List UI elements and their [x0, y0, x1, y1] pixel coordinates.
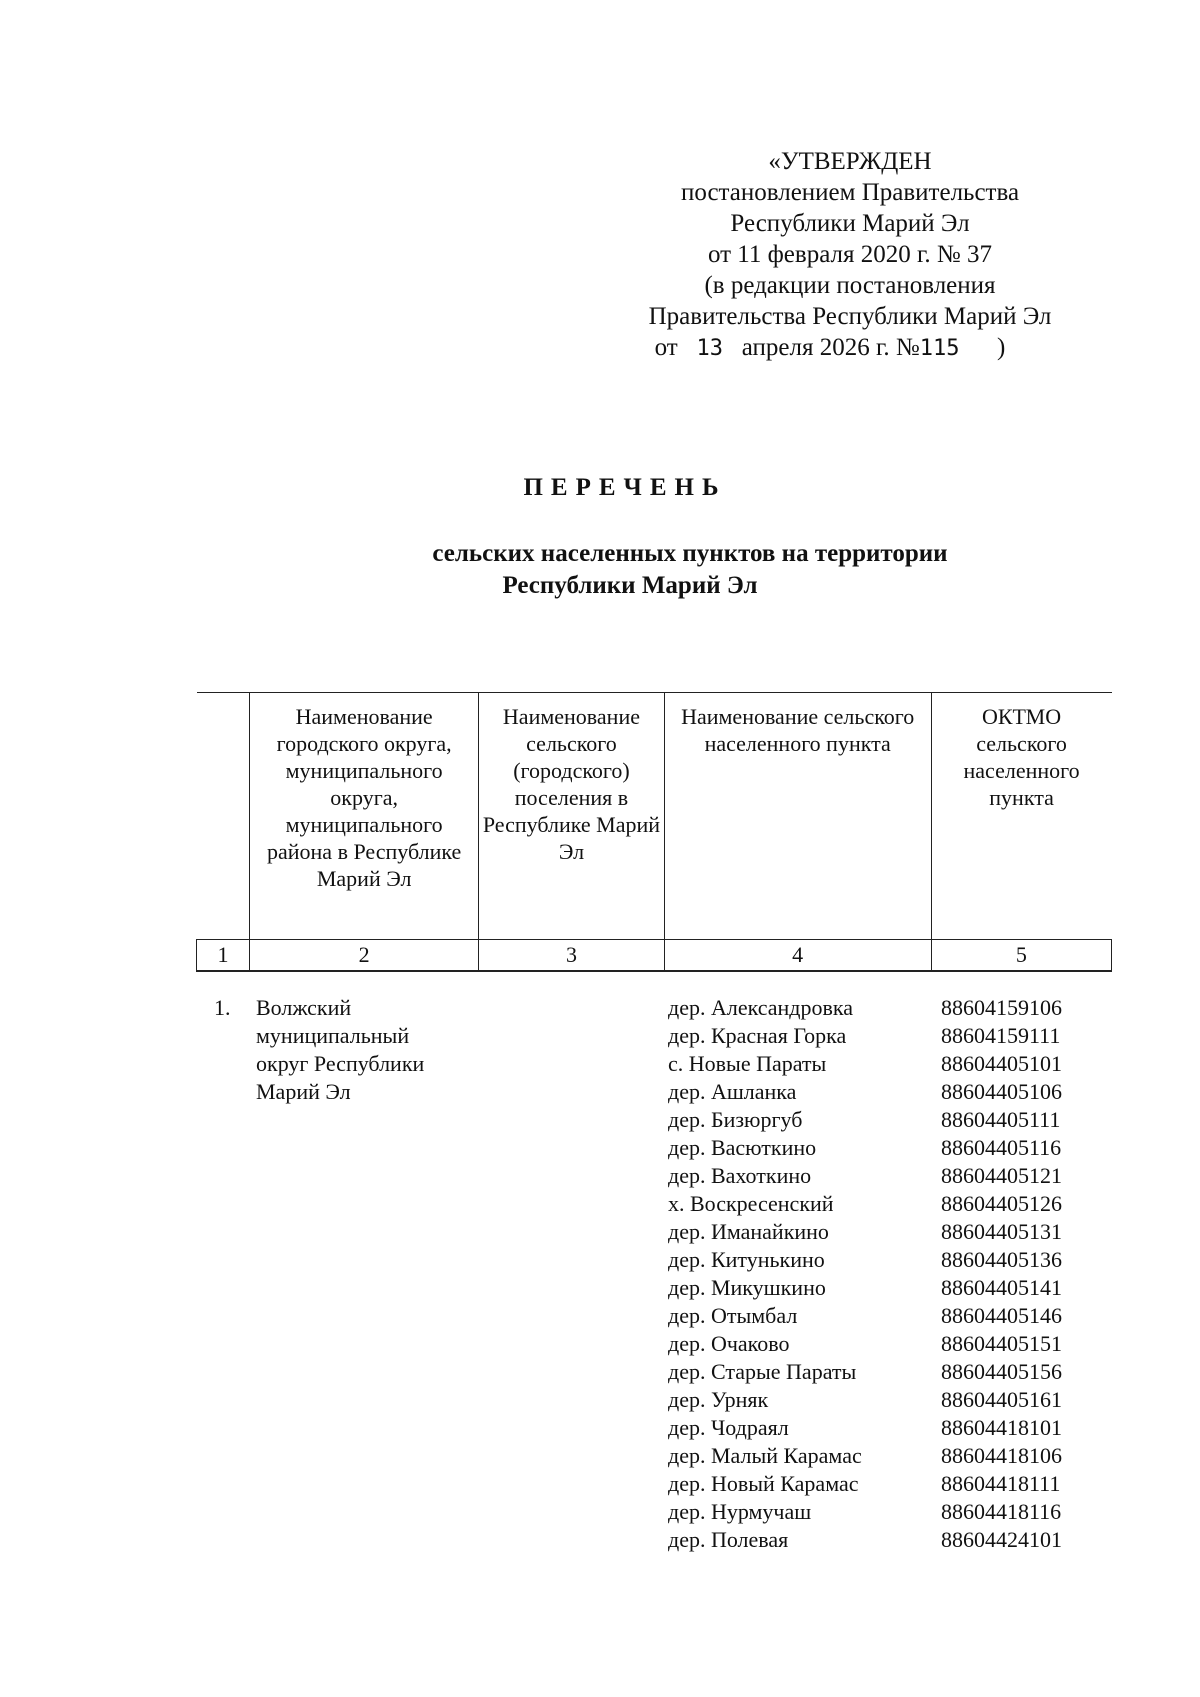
oktmo-code: 88604405156 [941, 1359, 1062, 1384]
table-row [668, 1442, 1108, 1470]
district-line: округ Республики [256, 1051, 425, 1076]
oktmo-code: 88604405146 [941, 1303, 1062, 1328]
table-row [668, 1190, 1108, 1218]
oktmo-code: 88604405161 [941, 1387, 1062, 1412]
column-number-3: 3 [479, 940, 665, 972]
oktmo-code: 88604418116 [941, 1499, 1062, 1524]
oktmo-code: 88604405121 [941, 1163, 1062, 1188]
approval-line-1: «УТВЕРЖДЕН [768, 148, 932, 175]
settlement-rows [668, 994, 1108, 1554]
header-settlement-name: Наименование сельского населенного пункта [664, 693, 931, 940]
document-subtitle [370, 538, 1010, 602]
settlement-name: дер. Александровка [668, 995, 854, 1020]
approval-line-2: постановлением Правительства [680, 179, 1020, 206]
column-number-1: 1 [197, 940, 250, 972]
table-row [668, 1106, 1108, 1134]
settlement-name: дер. Васюткино [668, 1135, 817, 1160]
district-line: муниципальный [256, 1023, 410, 1048]
table-row [668, 1218, 1108, 1246]
subtitle-line-2: Республики Марий Эл [502, 572, 758, 599]
table-row [668, 1050, 1108, 1078]
table-row [668, 1526, 1108, 1554]
column-number-4: 4 [664, 940, 931, 972]
approval-block [590, 146, 1110, 364]
settlement-name: дер. Китунькино [668, 1247, 825, 1272]
column-number-2: 2 [250, 940, 479, 972]
oktmo-code: 88604418106 [941, 1443, 1062, 1468]
table-row [668, 1162, 1108, 1190]
oktmo-code: 88604405106 [941, 1079, 1062, 1104]
oktmo-code: 88604159111 [941, 1023, 1061, 1048]
approval-line-3: Республики Марий Эл [730, 210, 970, 237]
settlement-name: дер. Ашланка [668, 1079, 797, 1104]
settlement-name: дер. Отымбал [668, 1303, 798, 1328]
settlement-name: дер. Очаково [668, 1331, 790, 1356]
approval-number: 115 [919, 336, 960, 361]
header-district: Наименование городского округа, муниципального округа, муниципального района в Республике Марий Эл [250, 693, 479, 940]
oktmo-code: 88604424101 [941, 1527, 1062, 1552]
settlement-name: дер. Иманайкино [668, 1219, 829, 1244]
approval-date-suffix: ) [997, 334, 1006, 361]
entry-number: 1. [214, 995, 231, 1020]
oktmo-code: 88604405151 [941, 1331, 1062, 1356]
subtitle-line-1: сельских населенных пунктов на территории [432, 540, 948, 567]
table-row [668, 1022, 1108, 1050]
table-row [668, 1078, 1108, 1106]
approval-date-middle: апреля 2026 г. № [741, 334, 920, 361]
oktmo-code: 88604159106 [941, 995, 1062, 1020]
district-line: Волжский [256, 995, 352, 1020]
settlement-name: дер. Бизюргуб [668, 1107, 803, 1132]
table-row [668, 1246, 1108, 1274]
approval-date-day: 13 [696, 336, 723, 361]
table-row [668, 1498, 1108, 1526]
document-title: ПЕРЕЧЕНЬ [523, 474, 727, 501]
oktmo-code: 88604405116 [941, 1135, 1062, 1160]
settlements-table-header [196, 692, 1112, 972]
settlement-name: дер. Красная Горка [668, 1023, 847, 1048]
oktmo-code: 88604405126 [941, 1191, 1062, 1216]
settlement-name: дер. Малый Карамас [668, 1443, 862, 1468]
oktmo-code: 88604418111 [941, 1471, 1061, 1496]
oktmo-code: 88604405136 [941, 1247, 1062, 1272]
oktmo-code: 88604405131 [941, 1219, 1062, 1244]
table-row [668, 1414, 1108, 1442]
entry-district [256, 994, 466, 1106]
table-row [668, 1386, 1108, 1414]
table-row [668, 994, 1108, 1022]
settlement-name: дер. Урняк [668, 1387, 769, 1412]
header-oktmo: ОКТМО сельского населенного пункта [931, 693, 1111, 940]
settlement-name: дер. Микушкино [668, 1275, 826, 1300]
settlement-name: х. Воскресенский [668, 1191, 834, 1216]
approval-line-5: (в редакции постановления [704, 272, 996, 299]
approval-line-6: Правительства Республики Марий Эл [648, 303, 1052, 330]
settlement-name: дер. Старые Параты [668, 1359, 857, 1384]
table-row [668, 1358, 1108, 1386]
header-settlement-council: Наименование сельского (городского) поселения в Республике Марий Эл [479, 693, 665, 940]
settlement-name: дер. Полевая [668, 1527, 789, 1552]
table-row [668, 1134, 1108, 1162]
settlement-name: дер. Чодраял [668, 1415, 789, 1440]
approval-line-7 [590, 332, 1110, 364]
settlement-name: дер. Нурмучаш [668, 1499, 812, 1524]
approval-line-4: от 11 февраля 2020 г. № 37 [707, 241, 993, 268]
table-row [668, 1470, 1108, 1498]
oktmo-code: 88604418101 [941, 1415, 1062, 1440]
approval-date-prefix: от [654, 334, 678, 361]
table-row [668, 1302, 1108, 1330]
settlement-name: с. Новые Параты [668, 1051, 827, 1076]
oktmo-code: 88604405141 [941, 1275, 1062, 1300]
table-row [668, 1274, 1108, 1302]
table-row [668, 1330, 1108, 1358]
column-number-5: 5 [931, 940, 1111, 972]
oktmo-code: 88604405111 [941, 1107, 1061, 1132]
header-number [197, 693, 250, 940]
settlement-name: дер. Вахоткино [668, 1163, 812, 1188]
district-line: Марий Эл [256, 1079, 351, 1104]
oktmo-code: 88604405101 [941, 1051, 1062, 1076]
settlement-name: дер. Новый Карамас [668, 1471, 859, 1496]
